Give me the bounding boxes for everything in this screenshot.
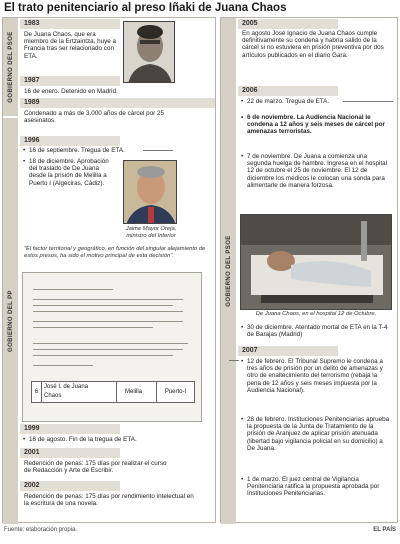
oreja-quote: "El factor territorial y geográfico, en función del singular alejamiento de estos presos, ha sido el motivo principal de esta decisión". [24,246,206,259]
doc-table-from: Melilla [116,382,150,402]
event-1996-traslado: • 18 de diciembre. Aprobación del traslado de De Juana desde la prisión de Melilla a Puerto I (Algeciras, Cádiz). [23,158,115,187]
connector-line [143,150,173,151]
band-psoe-left-label: GOBIERNO DEL PSOE [7,31,14,103]
year-1989: 1989 [20,98,215,108]
right-timeline-column [220,17,398,523]
oreja-caption-name: Jaime Mayor Oreja, [125,226,177,232]
year-1999: 1999 [20,424,120,434]
event-2006-huelga: • 7 de noviembre. De Juana a comienza una segunda huelga de hambre. Ingresa en el hospital 12 de octubre el 25 de noviembre. El 12 de diciembre los médicos le colocan una sonda para alimentarle de manera forzosa. [241,153,391,189]
event-2001: Redención de penas: 175 días por realizar el curso de Redacción y Arte de Escribir. [24,460,167,475]
event-1989: Condenado a más de 3.000 años de cárcel por 25 asesinatos. [24,110,165,125]
doc-table-to: Puerto-I [156,382,194,402]
event-1983 [24,31,118,60]
photo-de-juana-1983 [123,21,175,83]
event-2002: Redención de penas: 175 días por rendimiento intelectual en la escritura de una novela. [24,493,194,508]
doc-line [33,327,153,328]
doc-line [33,289,113,290]
event-2006-tregua: • 22 de marzo. Tregua de ETA. [241,98,391,105]
band-pp [3,118,18,524]
event-2007-supremo: • 12 de febrero. El Tribunal Supremo le condena a tres años de prisión por un delito de amenazas y otro de enaltecimiento del terrorismo (rebaja la pena de 12 años y seis meses impuesta por la Audiencia Nacional). [241,358,391,394]
event-1996-tregua: • 16 de septiembre. Tregua de ETA. [23,147,143,154]
band-psoe-left [3,18,18,116]
doc-line [33,365,93,366]
portrait-icon [124,22,175,83]
event-2007-juez: • 1 de marzo. El juez central de Vigilancia Penitenciaria ratifica la propuesta aprobada por Instituciones Penitenciarias. [241,476,391,498]
brand-label: EL PAÍS [373,527,396,533]
year-1983: 1983 [20,19,120,29]
doc-line [33,343,188,344]
doc-line [33,299,183,300]
event-1983-text: De Juana Chaos, que era miembro de la Ertzaintza, huye a Francia tras ser relacionado con ETA. [24,31,117,60]
connector-line [343,101,393,102]
event-2007-instituciones: • 28 de febrero. Instituciones Penitenciarias aprueba la propuesta de la Junta de Tratamiento de la prisión de Aranjuez de aplicar prisión atenuada (libertad bajo vigilancia policial en su domicilio) a De Juana. [241,416,391,452]
event-2006-atentado: • 30 de diciembre. Atentado mortal de ETA en la T-4 de Barajas (Madrid) [241,324,391,338]
event-2006-audiencia: • 6 de noviembre. La Audiencia Nacional le condena a 12 años y seis meses de cárcel por amenazas terroristas. [241,114,391,136]
doc-table-num: 6 [32,382,42,402]
year-1996: 1996 [20,136,120,146]
band-pp-label: GOBIERNO DEL PP [7,290,14,352]
doc-table [31,381,195,403]
event-1987: 16 de enero. Detenido en Madrid. [24,88,118,95]
year-2006: 2006 [238,86,338,96]
year-2001: 2001 [20,448,120,458]
band-psoe-right [221,18,236,524]
hospital-caption: De Juana Chaos, en el hospital 12 de Octubre. [255,311,377,317]
source-note: Fuente: elaboración propia. [4,527,78,533]
year-1987: 1987 [20,76,120,86]
photo-mayor-oreja [123,160,177,224]
doc-line [33,355,173,356]
doc-line [33,321,183,322]
doc-table-name: José I. de Juana Chaos [44,384,89,399]
photo-hospital [240,214,392,310]
event-2005: En agosto José Ignacio de Juana Chaos cumple definitivamente su condena y habría salido de la cárcel si no estuviera en prisión preventiva por dos artículos publicados en el diario Gara. [242,30,384,59]
doc-line [33,305,173,306]
event-1999: • 16 de agosto. Fin de la tregua de ETA. [23,436,173,443]
doc-line [33,349,183,350]
connector-line [229,360,239,361]
portrait-icon [124,161,177,224]
doc-line [33,311,183,312]
band-psoe-right-label: GOBIERNO DEL PSOE [225,235,232,307]
year-2007: 2007 [238,346,338,356]
oreja-caption-role: ministro del Interior [126,233,176,239]
page-title: El trato penitenciario al preso Iñaki de Juana Chaos [4,2,287,14]
official-document-image [22,272,202,422]
year-2002: 2002 [20,481,120,491]
hospital-bed-icon [241,215,392,310]
left-timeline-column [2,17,216,523]
year-2005: 2005 [238,19,338,29]
